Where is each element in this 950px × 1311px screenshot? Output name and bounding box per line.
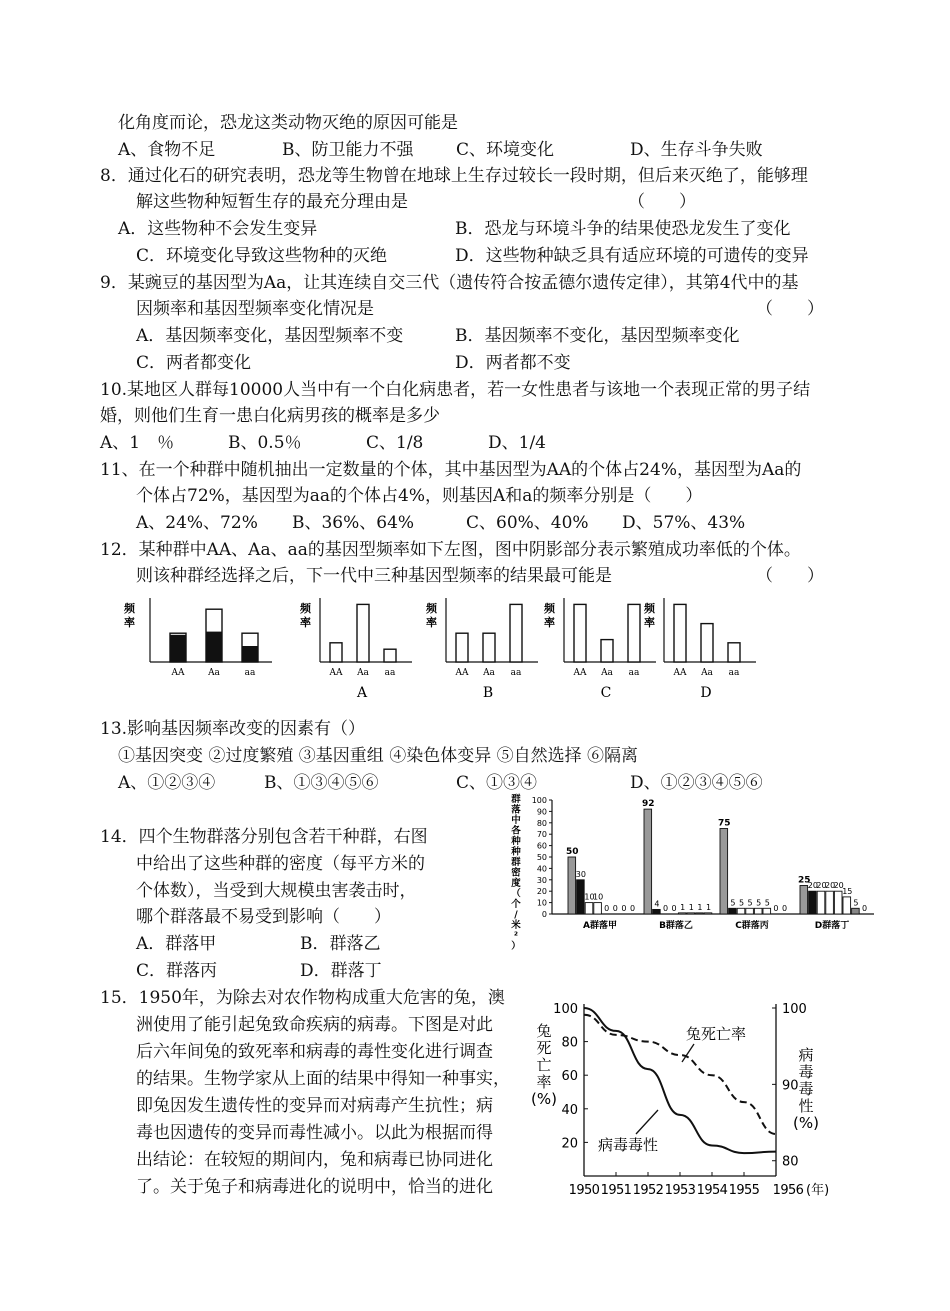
q7-option-d: D、生存斗争失败 (630, 140, 763, 160)
density-bar (754, 908, 762, 914)
density-bar (800, 886, 808, 915)
lc-x-tick-label: 1952 (632, 1183, 664, 1198)
q11-option-c: C、60%、40% (466, 513, 589, 533)
density-bar-label: 1 (688, 902, 694, 912)
lc-left-label-char: 率 (536, 1073, 552, 1091)
lc-series-label-mortality: 兔死亡率 (686, 1025, 747, 1043)
q15-line-1: 15．1950年，为除去对农作物构成重大危害的兔，澳 (100, 988, 505, 1008)
lc-series-mortality (584, 1015, 776, 1134)
freq-bar-Aa (483, 633, 495, 662)
q12-answer-paren: （ ） (756, 566, 824, 586)
q10-option-d: D、1/4 (488, 433, 546, 453)
density-category-label: A群落甲 (583, 921, 617, 931)
density-bar-label: 0 (781, 904, 788, 913)
freq-tick-Aa: Aa (601, 668, 613, 678)
lc-left-tick-label: 100 (553, 1002, 578, 1017)
lc-left-label-char: 亡 (536, 1056, 552, 1074)
freq-tick-aa: aa (628, 668, 640, 678)
freq-tick-aa: aa (244, 668, 256, 678)
freq-panel-B (426, 598, 538, 701)
density-bar-label: 0 (861, 904, 868, 913)
density-ylabel-char: （ (511, 888, 521, 900)
q11-option-d: D、57%、43% (622, 513, 746, 533)
lc-x-tick-label: 1954 (696, 1183, 728, 1198)
lc-x-unit: (年) (806, 1183, 830, 1198)
freq-tick-Aa: Aa (483, 668, 495, 678)
density-ylabel-char: 米 (511, 920, 521, 931)
density-ylabel-char: 种 (511, 846, 521, 858)
density-bar-label: 0 (671, 904, 677, 913)
q12-line-1: 12．某种群中AA、Aa、aa的基因型频率如下左图，图中阴影部分表示繁殖成功率低的个体。 (100, 540, 801, 560)
q14-option-c: C．群落丙 (136, 961, 218, 981)
freq-panel-D (644, 598, 756, 701)
freq-tick-aa: aa (728, 668, 740, 678)
density-category-label: C群落丙 (735, 921, 769, 931)
density-bar-label: 50 (566, 847, 579, 857)
q7-option-a: A、食物不足 (118, 140, 216, 160)
lc-right-label-char: 毒 (798, 1080, 814, 1098)
lc-right-tick-label: 80 (782, 1154, 799, 1170)
lc-right-label-char: 性 (798, 1097, 814, 1115)
freq-panel-label: C (600, 685, 612, 701)
density-bar-label: 1 (705, 902, 712, 912)
lc-x-tick-label: 1951 (600, 1183, 632, 1198)
q8-option-c: C．环境变化导致这些物种的灭绝 (136, 246, 388, 266)
freq-tick-AA: AA (573, 668, 587, 678)
density-bar-label: 10 (584, 892, 595, 902)
q15-line-3: 后六年间兔的致死率和病毒的毒性变化进行调查 (136, 1042, 493, 1062)
q15-line-4: 的结果。生物学家从上面的结果中得知一种事实， (136, 1069, 510, 1089)
lc-left-tick-label: 80 (561, 1035, 578, 1051)
density-bar (644, 809, 652, 914)
q12-line-2: 则该种群经选择之后，下一代中三种基因型频率的结果最可能是 (136, 566, 612, 586)
density-bar-label: 75 (718, 818, 731, 829)
q8-line-1: 8．通过化石的研究表明，恐龙等生物曾在地球上生存过较长一段时期，但后来灭绝了，能够理 (100, 166, 808, 186)
lc-right-label-char: 毒 (798, 1063, 814, 1081)
q9-option-a: A．基因频率变化，基因型频率不变 (136, 326, 404, 346)
freq-tick-aa: aa (384, 668, 396, 678)
q14-line-1: 14．四个生物群落分别包含若干种群，右图 (100, 827, 428, 847)
density-bar-label: 30 (575, 869, 586, 879)
lc-series-label-virulence: 病毒毒性 (598, 1136, 659, 1154)
density-ytick-label: 90 (536, 807, 547, 817)
q14-option-b: B．群落乙 (300, 934, 381, 954)
q13-option-c: C、①③④ (456, 773, 538, 793)
density-ylabel-char: 各 (511, 825, 521, 837)
freq-ylabel-2: 率 (644, 616, 655, 629)
q13-line-1: 13.影响基因频率改变的因素有（） (100, 719, 366, 739)
freq-bar-Aa (601, 640, 613, 662)
freq-ylabel-2: 率 (124, 616, 135, 629)
density-bar-label: 0 (629, 904, 636, 913)
q8-option-a: A．这些物种不会发生变异 (118, 219, 318, 239)
q10-line-1: 10.某地区人群每10000人当中有一个白化病患者，若一女性患者与该地一个表现正常的男子结 (100, 380, 811, 400)
q8-line-2: 解这些物种短暂生存的最充分理由是 (136, 192, 408, 212)
density-bar-label: 0 (604, 904, 610, 913)
q11-line-1: 11、在一个种群中随机抽出一定数量的个体，其中基因型为AA的个体占24%，基因型为Aa的 (100, 460, 802, 480)
density-bar (809, 891, 817, 914)
density-bar-label: 5 (747, 898, 753, 908)
q11-line-2: 个体占72%，基因型为aa的个体占4%，则基因A和a的频率分别是（ ） (136, 486, 703, 506)
density-ylabel-char: 种 (511, 836, 521, 847)
q7-option-b: B、防卫能力不强 (282, 140, 414, 160)
freq-bar-Aa (357, 604, 369, 662)
density-bar (594, 903, 602, 914)
q13-line-2: ①基因突变 ②过度繁殖 ③基因重组 ④染色体变异 ⑤自然选择 ⑥隔离 (118, 746, 639, 766)
density-bar-label: 10 (593, 892, 604, 902)
lc-x-tick-label: 1955 (728, 1183, 760, 1198)
lc-left-tick-label: 40 (561, 1102, 578, 1118)
freq-panel-C (544, 598, 656, 701)
density-bar-label: 0 (621, 904, 627, 913)
density-bar-label: 4 (654, 899, 660, 909)
lc-x-tick-label: 1956 (772, 1183, 804, 1198)
freq-ylabel-2: 率 (544, 616, 555, 629)
q15-line-2: 洲使用了能引起兔致命疾病的病毒。下图是对此 (136, 1015, 493, 1035)
lc-x-tick-label: 1953 (664, 1183, 696, 1198)
density-bar (577, 880, 585, 914)
density-bar (843, 897, 851, 914)
density-ytick-label: 40 (536, 864, 547, 874)
freq-ylabel-2: 率 (426, 616, 437, 629)
density-bar-label: 20 (807, 881, 818, 891)
density-ytick-label: 30 (536, 875, 547, 885)
q8-answer-paren: （ ） (628, 192, 696, 212)
density-ylabel-char: 度 (511, 878, 521, 889)
freq-tick-AA: AA (329, 668, 343, 678)
freq-tick-AA: AA (673, 668, 687, 678)
q9-option-b: B．基因频率不变化，基因型频率变化 (455, 326, 740, 346)
freq-ylabel-1: 频 (544, 602, 555, 615)
q14-option-a: A．群落甲 (136, 934, 217, 954)
q9-option-c: C．两者都变化 (136, 353, 252, 373)
lc-series-virulence (584, 1008, 776, 1153)
density-bar-label: 5 (738, 898, 745, 908)
density-ytick-label: 0 (541, 910, 547, 919)
density-bar (568, 857, 576, 914)
freq-panel-label: D (700, 685, 712, 701)
q14-line-3: 个体数），当受到大规模虫害袭击时， (136, 881, 417, 901)
q13-option-a: A、①②③④ (118, 773, 216, 793)
freq-bar-aa (384, 649, 396, 662)
density-bar (687, 913, 695, 914)
freq-bar-AA (330, 643, 342, 662)
density-ytick-label: 10 (536, 898, 547, 908)
freq-tick-AA: AA (455, 668, 469, 678)
q15-line-5: 即兔因发生遗传性的变异而对病毒产生抗性；病 (136, 1096, 493, 1116)
q11-option-b: B、36%、64% (292, 513, 415, 533)
density-ytick-label: 100 (531, 796, 547, 805)
density-ytick-label: 70 (536, 830, 547, 840)
lc-left-label-char: 兔 (536, 1022, 552, 1040)
lc-right-label-char: 病 (798, 1046, 814, 1064)
density-bar-label: 5 (730, 898, 736, 908)
q10-line-2: 婚，则他们生育一患白化病男孩的概率是多少 (100, 406, 440, 426)
density-bar (678, 913, 686, 914)
density-bar-label: 0 (662, 904, 669, 913)
freq-bar-aa (510, 604, 522, 662)
q13-option-b: B、①③④⑤⑥ (264, 773, 379, 793)
freq-tick-AA: AA (171, 668, 185, 678)
q7-continuation: 化角度而论，恐龙这类动物灭绝的原因可能是 (118, 113, 458, 133)
q15-line-8: 了。关于兔子和病毒进化的说明中，恰当的进化 (136, 1177, 493, 1197)
freq-ylabel-1: 频 (426, 602, 437, 615)
q14-line-4: 哪个群落最不易受到影响（ ） (136, 907, 391, 927)
density-bar-label: 0 (612, 904, 618, 913)
q15-line-7: 出结论：在较短的期间内，兔和病毒已协同进化 (136, 1150, 493, 1170)
density-bar-label: 5 (756, 898, 762, 908)
density-bar-label: 25 (798, 875, 811, 886)
density-ytick-label: 80 (536, 818, 547, 828)
density-ytick-label: 60 (536, 841, 547, 851)
q14-option-d: D．群落丁 (300, 961, 382, 981)
freq-bar-aa (728, 643, 740, 662)
freq-bar-AA (674, 604, 686, 662)
density-bar (826, 891, 834, 914)
density-bar-label: 20 (825, 881, 836, 891)
density-ylabel-char: 个 (511, 899, 521, 910)
density-bar-label: 1 (680, 902, 686, 912)
density-ylabel-char: / (514, 909, 518, 921)
density-bar-label: 5 (853, 898, 859, 908)
freq-bar-AA (456, 633, 468, 662)
density-bar (852, 908, 860, 914)
lc-leader-virulence (636, 1110, 658, 1134)
q9-line-2: 因频率和基因型频率变化情况是 (136, 299, 374, 319)
q8-option-b: B．恐龙与环境斗争的结果使恐龙发生了变化 (455, 219, 791, 239)
freq-ylabel-1: 频 (300, 602, 311, 615)
density-bar (737, 908, 745, 914)
density-bar (746, 908, 754, 914)
lc-right-label-char: (%) (793, 1114, 819, 1132)
lc-right-tick-label: 90 (782, 1078, 799, 1094)
density-ylabel-char: 密 (511, 867, 521, 879)
freq-bar-Aa (701, 624, 713, 662)
freq-ylabel-2: 率 (300, 616, 311, 629)
community-density-chart (508, 792, 884, 952)
freq-ylabel-1: 频 (644, 602, 655, 615)
q11-option-a: A、24%、72% (136, 513, 258, 533)
rabbit-virus-chart (530, 990, 870, 1212)
q13-option-d: D、①②③④⑤⑥ (630, 773, 763, 793)
freq-panel-original (124, 598, 272, 678)
freq-bar-AA (574, 604, 586, 662)
density-bar (696, 913, 704, 914)
density-ylabel-char: ） (511, 941, 521, 952)
freq-bar-aa (628, 604, 640, 662)
density-category-label: B群落乙 (659, 921, 693, 931)
density-bar (653, 909, 661, 914)
density-bar (763, 908, 771, 914)
density-ylabel-char: 群 (511, 794, 521, 805)
q7-option-c: C、环境变化 (456, 140, 555, 160)
genotype-frequency-charts (118, 598, 758, 704)
density-bar-label: 92 (642, 799, 655, 810)
q8-option-d: D．这些物种缺乏具有适应环境的可遗传的变异 (455, 246, 809, 266)
q10-option-c: C、1/8 (366, 433, 424, 453)
density-bar (704, 913, 712, 914)
density-bar (585, 903, 593, 914)
density-bar (729, 908, 737, 914)
q14-line-2: 中给出了这些种群的密度（每平方米的 (136, 854, 425, 874)
freq-panel-label: B (482, 685, 494, 701)
density-bar-label: 5 (764, 898, 770, 908)
lc-right-tick-label: 100 (782, 1002, 807, 1017)
freq-tick-aa: aa (510, 668, 522, 678)
density-bar-label: 15 (842, 886, 853, 896)
density-bar-label: 20 (833, 881, 844, 891)
freq-bar-shaded-Aa (206, 632, 222, 662)
q9-answer-paren: （ ） (756, 299, 824, 319)
q10-option-b: B、0.5％ (228, 433, 302, 453)
density-bar (720, 829, 728, 915)
lc-x-tick-label: 1950 (568, 1183, 600, 1198)
freq-tick-Aa: Aa (701, 668, 713, 678)
density-ytick-label: 50 (536, 853, 547, 862)
freq-panel-label: A (356, 685, 368, 701)
q9-line-1: 9．某豌豆的基因型为Aa，让其连续自交三代（遗传符合按孟德尔遗传定律），其第4代中的基 (100, 273, 799, 293)
q10-option-a: A、1 ％ (100, 433, 175, 453)
density-bar-label: 1 (697, 902, 703, 912)
density-ytick-label: 20 (536, 887, 547, 897)
density-bar-label: 20 (816, 881, 827, 891)
q15-line-6: 毒也因遗传的变异而毒性减小。以此为根据而得 (136, 1123, 493, 1143)
freq-ylabel-1: 频 (124, 602, 135, 615)
freq-tick-Aa: Aa (357, 668, 369, 678)
density-bar (834, 891, 842, 914)
density-ylabel-char: ² (513, 930, 519, 942)
freq-panel-A (300, 598, 412, 701)
lc-leader-mortality (682, 1044, 694, 1062)
density-ylabel-char: 中 (511, 815, 521, 826)
lc-left-tick-label: 60 (561, 1069, 578, 1085)
density-bar (817, 891, 825, 914)
lc-left-tick-label: 20 (561, 1136, 578, 1152)
freq-bar-shaded-AA (170, 635, 186, 662)
freq-bar-shaded-aa (242, 646, 258, 662)
lc-left-label-char: 死 (536, 1039, 552, 1057)
density-bar-label: 0 (773, 904, 779, 913)
density-ylabel-char: 落 (511, 804, 521, 816)
density-category-label: D群落丁 (814, 921, 850, 931)
q9-option-d: D．两者都不变 (455, 353, 571, 373)
lc-left-label-char: (%) (531, 1090, 557, 1108)
density-ylabel-char: 群 (511, 857, 521, 868)
freq-tick-Aa: Aa (208, 668, 220, 678)
